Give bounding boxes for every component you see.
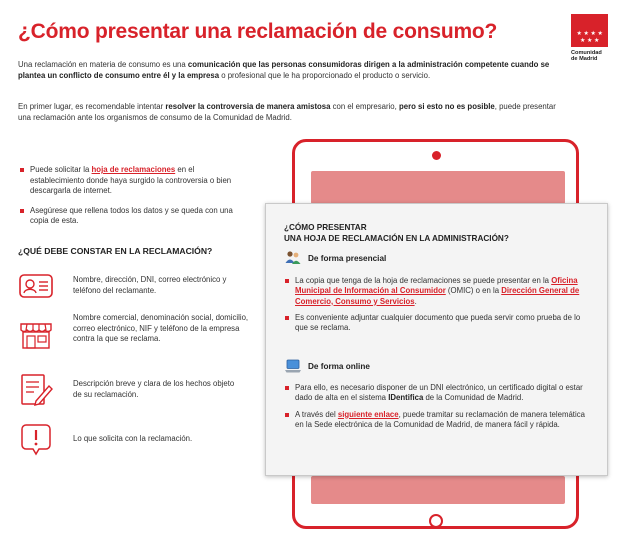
alert-icon bbox=[18, 422, 54, 458]
hoja-reclamaciones-link[interactable]: hoja de reclamaciones bbox=[91, 165, 176, 174]
list-item-text: en el establecimiento donde haya surgido la controversia o bien descargarla de internet. bbox=[30, 165, 232, 195]
requirement-text: Lo que solicita con la reclamación. bbox=[73, 434, 193, 443]
online-list bbox=[284, 383, 589, 436]
direccion-general-link[interactable]: Dirección General de Comercio, Consumo y Servicios bbox=[295, 286, 580, 306]
list-item-text: Puede solicitar la bbox=[30, 165, 92, 174]
star-icon: ★ bbox=[590, 31, 596, 37]
online-heading-text: De forma online bbox=[308, 361, 370, 371]
list-item bbox=[284, 383, 589, 404]
star-icon: ★ bbox=[580, 38, 586, 44]
tablet-screen-top bbox=[311, 171, 565, 204]
document-edit-icon bbox=[18, 372, 54, 408]
star-icon: ★ bbox=[597, 31, 603, 37]
star-icon: ★ bbox=[587, 38, 593, 44]
card-title-line: UNA HOJA DE RECLAMACIÓN EN LA ADMINISTRACIÓN? bbox=[284, 233, 509, 243]
how-to-card bbox=[265, 203, 608, 476]
presencial-heading bbox=[284, 249, 386, 267]
list-item bbox=[18, 165, 243, 197]
intro-paragraph-2 bbox=[18, 102, 563, 123]
intro-text: , puede presentar una reclamación ante los organismos de consumo de la Comunidad de Madrid. bbox=[18, 102, 556, 122]
advice-list bbox=[18, 165, 243, 236]
list-item bbox=[284, 410, 589, 431]
intro-bold: comunicación que las personas consumidoras dirigen a la administración competente cuando se plantea un conflicto de consumo entre él y la empresa bbox=[18, 60, 550, 80]
list-item-text: . bbox=[414, 296, 417, 306]
list-item: Es conveniente adjuntar cualquier documento que pueda servir como prueba de lo que se reclama. bbox=[284, 313, 589, 334]
list-item bbox=[284, 276, 589, 307]
tablet-home-button bbox=[429, 514, 443, 528]
card-title bbox=[284, 223, 594, 244]
list-item-text: (OMIC) o en la bbox=[445, 286, 502, 296]
tablet-camera bbox=[432, 151, 441, 160]
list-item-text: , puede tramitar su reclamación de manera telemática en la Sede electrónica de la Comunidad de Madrid, de manera fácil y rápida. bbox=[295, 409, 585, 429]
omic-link[interactable]: Oficina Municipal de Información al Consumidor bbox=[295, 276, 578, 296]
siguiente-enlace-link[interactable]: siguiente enlace bbox=[337, 409, 399, 419]
requirement-text: Nombre, dirección, DNI, correo electrónico y teléfono del reclamante. bbox=[73, 275, 227, 295]
logo-name-line2: de Madrid bbox=[571, 56, 598, 62]
intro-text: con el empresario, bbox=[330, 102, 399, 111]
star-icon: ★ bbox=[583, 31, 589, 37]
requirement-text: Descripción breve y clara de los hechos objeto de su reclamación. bbox=[73, 379, 235, 399]
people-icon bbox=[284, 249, 302, 267]
intro-text: o profesional que le ha proporcionado el producto o servicio. bbox=[219, 70, 431, 80]
id-card-icon bbox=[18, 268, 54, 304]
online-heading bbox=[284, 357, 370, 375]
presencial-heading-text: De forma presencial bbox=[308, 253, 387, 263]
list-item-text: La copia que tenga de la hoja de reclamaciones se puede presentar en la bbox=[295, 276, 552, 285]
list-item-text: de la Comunidad de Madrid. bbox=[423, 393, 524, 403]
tablet-screen-bottom bbox=[311, 476, 565, 504]
list-item-text: A través del bbox=[295, 409, 338, 419]
page-title: ¿Cómo presentar una reclamación de consumo? bbox=[18, 20, 498, 43]
card-title-line: ¿CÓMO PRESENTAR bbox=[284, 223, 367, 232]
section-heading: ¿QUÉ DEBE CONSTAR EN LA RECLAMACIÓN? bbox=[18, 246, 213, 256]
presencial-list bbox=[284, 276, 589, 339]
star-icon: ★ bbox=[594, 38, 600, 44]
star-icon: ★ bbox=[576, 31, 582, 37]
intro-text: Una reclamación en materia de consumo es una bbox=[18, 60, 188, 69]
intro-paragraph-1 bbox=[18, 60, 563, 81]
intro-bold: resolver la controversia de manera amistosa bbox=[165, 102, 331, 111]
list-item: Asegúrese que rellena todos los datos y se queda con una copia de esta. bbox=[18, 206, 243, 227]
requirement-text: Nombre comercial, denominación social, domicilio, correo electrónico, NIF y teléfono de la empresa contra la que se reclama. bbox=[73, 313, 249, 343]
comunidad-madrid-logo bbox=[571, 14, 615, 62]
laptop-icon bbox=[284, 357, 302, 375]
list-item-text: Para ello, es necesario disponer de un DNI electrónico, un certificado digital o estar dado de alta en el sistema bbox=[295, 383, 583, 403]
identifica-bold: IDentifica bbox=[388, 393, 424, 403]
intro-bold: pero si esto no es posible bbox=[398, 102, 495, 111]
intro-text: En primer lugar, es recomendable intentar bbox=[18, 102, 166, 111]
madrid-flag-icon bbox=[571, 14, 608, 47]
logo-name-line1: Comunidad bbox=[571, 50, 602, 56]
store-icon bbox=[18, 316, 54, 352]
